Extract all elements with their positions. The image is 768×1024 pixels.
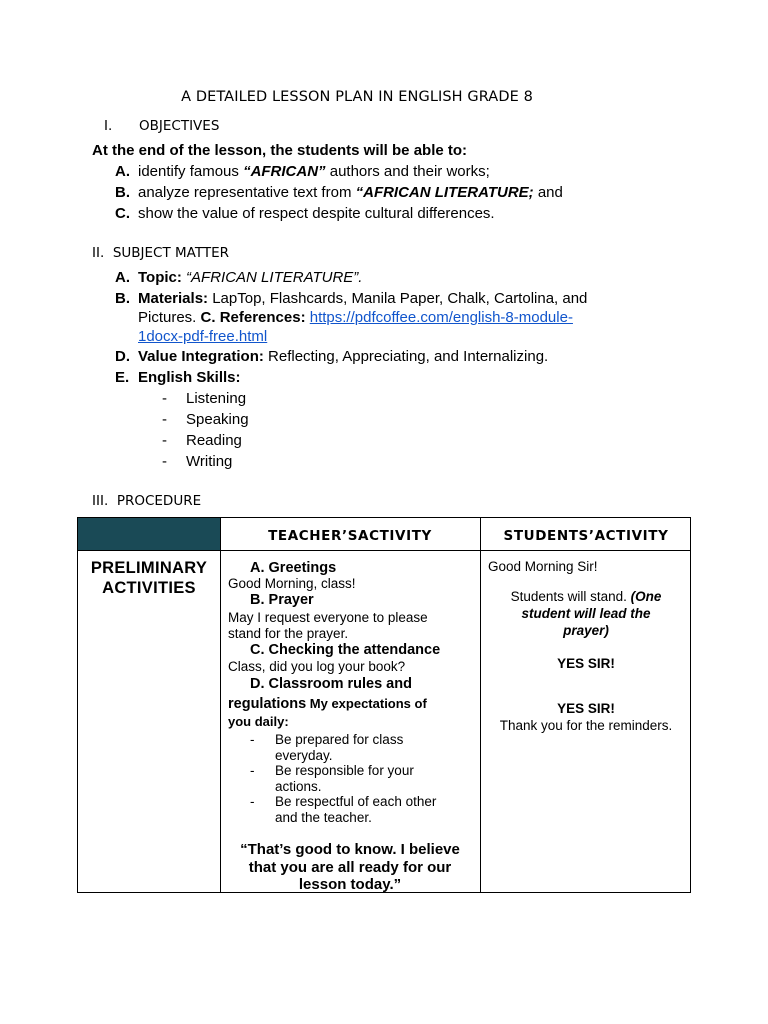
section-1-label: OBJECTIVES [139,118,220,134]
teacher-rules-heading: D. Classroom rules and [250,676,412,692]
objective-c-text: show the value of respect despite cultural differences. [138,205,495,222]
value-integration-line: D. Value Integration: Reflecting, Appreciating, and Internalizing. [115,348,549,365]
rule-item: - Be respectful of each other and the teacher. [250,794,437,825]
skill-item: - Reading [162,432,242,449]
skill-item: - Listening [162,390,247,407]
objective-b-letter: B. [115,184,130,201]
skill-item: - Writing [162,453,233,470]
objective-c [115,203,675,224]
column-divider [220,518,221,892]
header-teacher-activity: TEACHER’SACTIVITY [268,528,432,544]
header-students-activity: STUDENTS’ACTIVITY [503,528,669,544]
students-yes-sir-2: YES SIR! [557,701,615,716]
skill-item: - Speaking [162,411,249,428]
students-yes-sir-1: YES SIR! [557,656,615,671]
objective-a-text: identify famous “AFRICAN” authors and their works; [138,163,490,180]
section-2-label: II. SUBJECT MATTER [92,245,230,261]
teacher-attendance-text: Class, did you log your book? [228,659,406,674]
students-thanks: Thank you for the reminders. [499,718,673,733]
row-label-preliminary: PRELIMINARY ACTIVITIES [90,559,208,597]
references-link[interactable]: https://pdfcoffee.com/english-8-module- [309,309,573,326]
references-link-cont[interactable]: 1docx-pdf-free.html [138,328,268,345]
procedure-table [77,517,691,893]
english-skills-line: E. English Skills: [115,369,241,386]
students-greeting: Good Morning Sir! [488,559,598,574]
rule-item: - Be prepared for class everyday. [250,732,404,763]
teacher-prayer-heading: B. Prayer [250,592,314,608]
rule-item: - Be responsible for your actions. [250,763,414,794]
objective-c-letter: C. [115,205,130,222]
topic-line: A. Topic: “AFRICAN LITERATURE”. [115,269,363,286]
teacher-prayer-text: May I request everyone to please stand for the prayer. [228,610,428,641]
teacher-rules-subheading: regulations My expectations of you daily: [228,696,427,729]
header-dark-cell [78,518,220,550]
objective-a-letter: A. [115,163,130,180]
section-3-label: III. PROCEDURE [92,493,202,509]
objective-b-text: analyze representative text from “AFRICAN LITERATURE; and [138,184,563,201]
teacher-attendance-heading: C. Checking the attendance [250,642,441,658]
references-line: Pictures. C. References: https://pdfcoffee.com/english-8-module- [138,309,573,326]
column-divider [480,518,481,892]
document-title: A DETAILED LESSON PLAN IN ENGLISH GRADE 8 [181,89,533,105]
materials-line: B. Materials: LapTop, Flashcards, Manila Paper, Chalk, Cartolina, and [115,290,588,307]
objectives-intro: At the end of the lesson, the students will be able to: [92,142,468,159]
teacher-greetings-heading: A. Greetings [250,560,337,576]
teacher-closing-quote: “That’s good to know. I believe that you are all ready for our lesson today.” [240,841,460,893]
section-1-number: I. [104,118,113,134]
students-stand: Students will stand. (One student will lead the prayer) [510,589,662,638]
header-divider [78,550,690,551]
objective-b [115,182,675,203]
teacher-greetings-text: Good Morning, class! [228,576,356,591]
objective-a [115,161,675,182]
